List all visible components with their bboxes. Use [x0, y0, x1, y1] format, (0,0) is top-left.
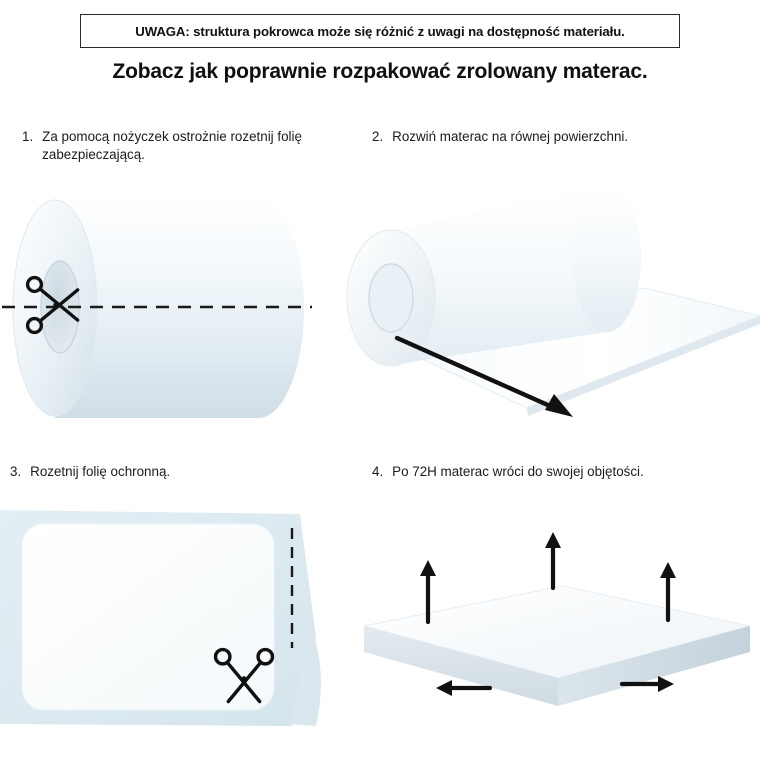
- step-3-label: Rozetnij folię ochronną.: [30, 464, 171, 479]
- step-3-number: 3.: [10, 464, 22, 479]
- roll-hole-2: [369, 264, 413, 332]
- step-1-number: 1.: [22, 129, 34, 144]
- figure-step-2: [345, 170, 760, 440]
- step-4-head: [372, 463, 732, 481]
- mattress-under-foil: [22, 524, 274, 710]
- step-2-number: 2.: [372, 129, 384, 144]
- roll-right-end-2: [573, 184, 641, 332]
- step-3: [10, 463, 340, 481]
- notice-banner: [80, 14, 680, 48]
- step-1-label: Za pomocą nożyczek ostrożnie rozetnij folię zabezpieczającą.: [42, 129, 302, 163]
- unrolling-mattress-illustration: [345, 170, 760, 440]
- foil-cut-illustration: [0, 500, 340, 760]
- figure-step-3: [0, 500, 340, 760]
- figure-step-1: [0, 180, 340, 420]
- step-1-head: [18, 128, 348, 164]
- page-title: Zobacz jak poprawnie rozpakować zrolowany materac.: [112, 60, 648, 83]
- step-4-label: Po 72H materac wróci do swojej objętości.: [392, 464, 644, 479]
- expanding-mattress-illustration: [350, 530, 760, 760]
- figure-step-4: [350, 530, 760, 760]
- notice-text: UWAGA: struktura pokrowca może się różnić z uwagi na dostępność materiału.: [135, 23, 625, 39]
- step-4-number: 4.: [372, 464, 384, 479]
- step-1: [18, 128, 348, 164]
- rolled-mattress-illustration: [0, 180, 340, 420]
- step-2-label: Rozwiń materac na równej powierzchni.: [392, 129, 629, 144]
- step-3-head: [10, 463, 340, 481]
- step-2-head: [372, 128, 722, 146]
- step-4: [372, 463, 732, 481]
- step-2: [372, 128, 722, 146]
- expand-arrow-up-center: [545, 532, 561, 588]
